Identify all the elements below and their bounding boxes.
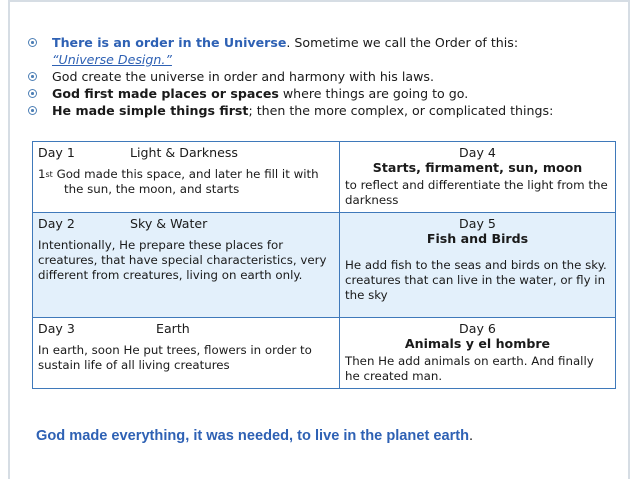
day6-text: Then He add animals on earth. And finally he created man. <box>345 354 594 383</box>
table-row <box>33 213 616 318</box>
day4-title: Starts, firmament, sun, moon <box>372 160 583 175</box>
conclusion-period: . <box>469 428 474 444</box>
day5-title: Fish and Birds <box>426 231 529 246</box>
day1-text: God made this space, and later he fill it with the sun, the moon, and starts <box>52 167 319 196</box>
day1-number: 1 <box>38 167 46 181</box>
day5-cell <box>340 213 616 318</box>
bullet-text: ; then the more complex, or complicated things: <box>248 103 554 118</box>
creation-days-table <box>32 141 616 389</box>
day3-cell <box>33 318 340 389</box>
slide-frame-left <box>8 0 10 479</box>
day1-label: Day 1 <box>38 145 75 160</box>
day3-text: In earth, soon He put trees, flowers in order to sustain life of all living creatures <box>38 343 312 372</box>
day2-text: Intentionally, He prepare these places for creatures, that have special characteristics, very different from creatures, living on earth only. <box>38 238 327 282</box>
day6-cell <box>340 318 616 389</box>
day1-superscript: st <box>45 170 53 179</box>
bullet-text: God create the universe in order and harmony with his laws. <box>52 69 434 84</box>
bullet-circle-icon <box>28 72 37 81</box>
day1-cell <box>33 142 340 213</box>
day6-label: Day 6 <box>459 321 496 336</box>
day2-title: Sky & Water <box>130 216 208 231</box>
bullet-bold-text: There is an order in the Universe <box>52 35 287 50</box>
table-row <box>33 142 616 213</box>
day1-text-block <box>38 167 334 197</box>
bullet-bold-text: God first made places or spaces <box>52 86 279 101</box>
day4-label: Day 4 <box>459 145 496 160</box>
bullet-circle-icon <box>28 106 37 115</box>
bullet-bold-text: He made simple things first <box>52 103 249 118</box>
conclusion-main: God made everything, it was needed, to live in the planet earth <box>36 428 470 444</box>
bullet-item <box>28 85 618 102</box>
day2-label: Day 2 <box>38 216 75 231</box>
day2-cell <box>33 213 340 318</box>
universe-design-quote: “Universe Design.” <box>52 52 172 67</box>
bullet-item <box>28 34 618 68</box>
bullet-text: where things are going to go. <box>278 86 469 101</box>
bullet-item <box>28 102 618 119</box>
day3-title: Earth <box>156 321 190 336</box>
conclusion-text <box>36 428 473 444</box>
bullet-text: . Sometime we call the Order of this: <box>286 35 519 50</box>
table-row <box>33 318 616 389</box>
slide-frame-right <box>628 0 630 479</box>
bullet-circle-icon <box>28 89 37 98</box>
day6-title: Animals y el hombre <box>404 336 551 351</box>
bullet-circle-icon <box>28 38 37 47</box>
slide-frame-top <box>8 0 630 2</box>
bullet-item <box>28 68 618 85</box>
day3-label: Day 3 <box>38 321 75 336</box>
day4-text: to reflect and differentiate the light from the darkness <box>345 178 608 207</box>
day5-label: Day 5 <box>459 216 496 231</box>
day4-cell <box>340 142 616 213</box>
day1-title: Light & Darkness <box>130 145 238 160</box>
day5-text: He add fish to the seas and birds on the sky. creatures that can live in the water, or fly in the sky <box>345 258 607 302</box>
bullet-list <box>28 34 618 119</box>
